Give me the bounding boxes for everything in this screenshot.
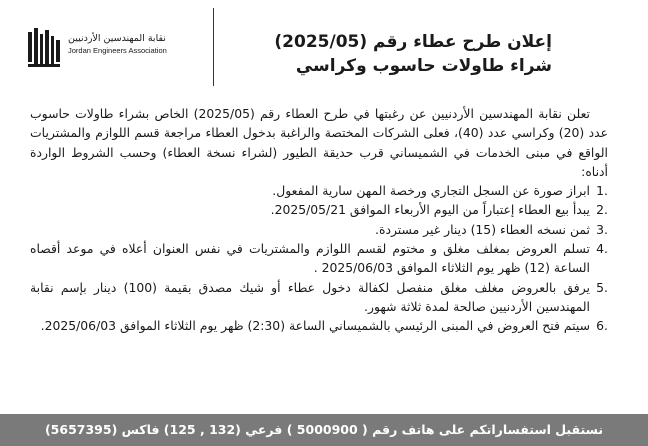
logo-text xyxy=(68,32,208,56)
logo xyxy=(28,26,208,70)
condition-number: .4 xyxy=(596,241,608,257)
title-block xyxy=(252,30,552,78)
condition-item xyxy=(30,239,608,278)
condition-number: .2 xyxy=(596,202,608,218)
condition-item xyxy=(30,181,608,200)
condition-item xyxy=(30,316,608,335)
contact-footer: نستقبل استفساراتكم على هاتف رقم ( 5000900 ) فرعي (132 , 125) فاكس (5657395) xyxy=(0,414,648,446)
condition-number: .5 xyxy=(596,279,608,295)
logo-name-ar: نقابة المهندسين الأردنيين xyxy=(68,33,166,44)
header xyxy=(0,8,648,94)
condition-item xyxy=(30,220,608,239)
condition-item xyxy=(30,200,608,219)
condition-text: يبدأ بيع العطاء إعتباراً من اليوم الأربعاء الموافق 2025/05/21. xyxy=(270,202,590,218)
jea-logo-icon xyxy=(28,26,62,70)
announcement-body xyxy=(30,104,608,336)
condition-text: يرفق بالعروض مغلف مغلق منفصل لكفالة دخول عطاء أو شيك مصدق بقيمة (100) دينار بإسم نقابة المهندسين الأردنيين صالحة لمدة ثلاثة شهور. xyxy=(30,279,590,314)
intro-paragraph: تعلن نقابة المهندسين الأردنيين عن رغبتها في طرح العطاء رقم (2025/05) الخاص بشراء طاولات حاسوب عدد (20) وكراسي عدد (40)، فعلى الشركات المختصة والراغبة بدخول العطاء مراجعة قسم اللوازم والمشتريات الواقع في مبنى الخدمات في الشميساني قرب حديقة الطيور (لشراء نسخة العطاء) وحسب الشروط الواردة أدناه: xyxy=(30,106,608,179)
condition-number: .6 xyxy=(596,318,608,334)
condition-text: تسلم العروض بمغلف مغلق و مختوم لقسم اللوازم والمشتريات في نفس العنوان أعلاه في موعد أقصاه الساعة (12) ظهر يوم الثلاثاء الموافق 2025/06/03 . xyxy=(30,241,590,276)
header-divider xyxy=(213,8,214,86)
condition-number: .1 xyxy=(596,183,608,199)
condition-item xyxy=(30,278,608,317)
condition-number: .3 xyxy=(596,221,608,237)
condition-text: سيتم فتح العروض في المبنى الرئيسي بالشميساني الساعة (2:30) ظهر يوم الثلاثاء الموافق 2025/06/03. xyxy=(40,318,590,334)
page-title: إعلان طرح عطاء رقم (2025/05) xyxy=(274,32,552,52)
logo-name-en: Jordan Engineers Association xyxy=(68,46,167,55)
condition-text: ثمن نسخه العطاء (15) دينار غير مستردة. xyxy=(375,221,590,237)
page-subtitle: شراء طاولات حاسوب وكراسي xyxy=(295,56,552,76)
condition-text: ابراز صورة عن السجل التجاري ورخصة المهن سارية المفعول. xyxy=(272,183,590,199)
conditions-list xyxy=(30,181,608,335)
